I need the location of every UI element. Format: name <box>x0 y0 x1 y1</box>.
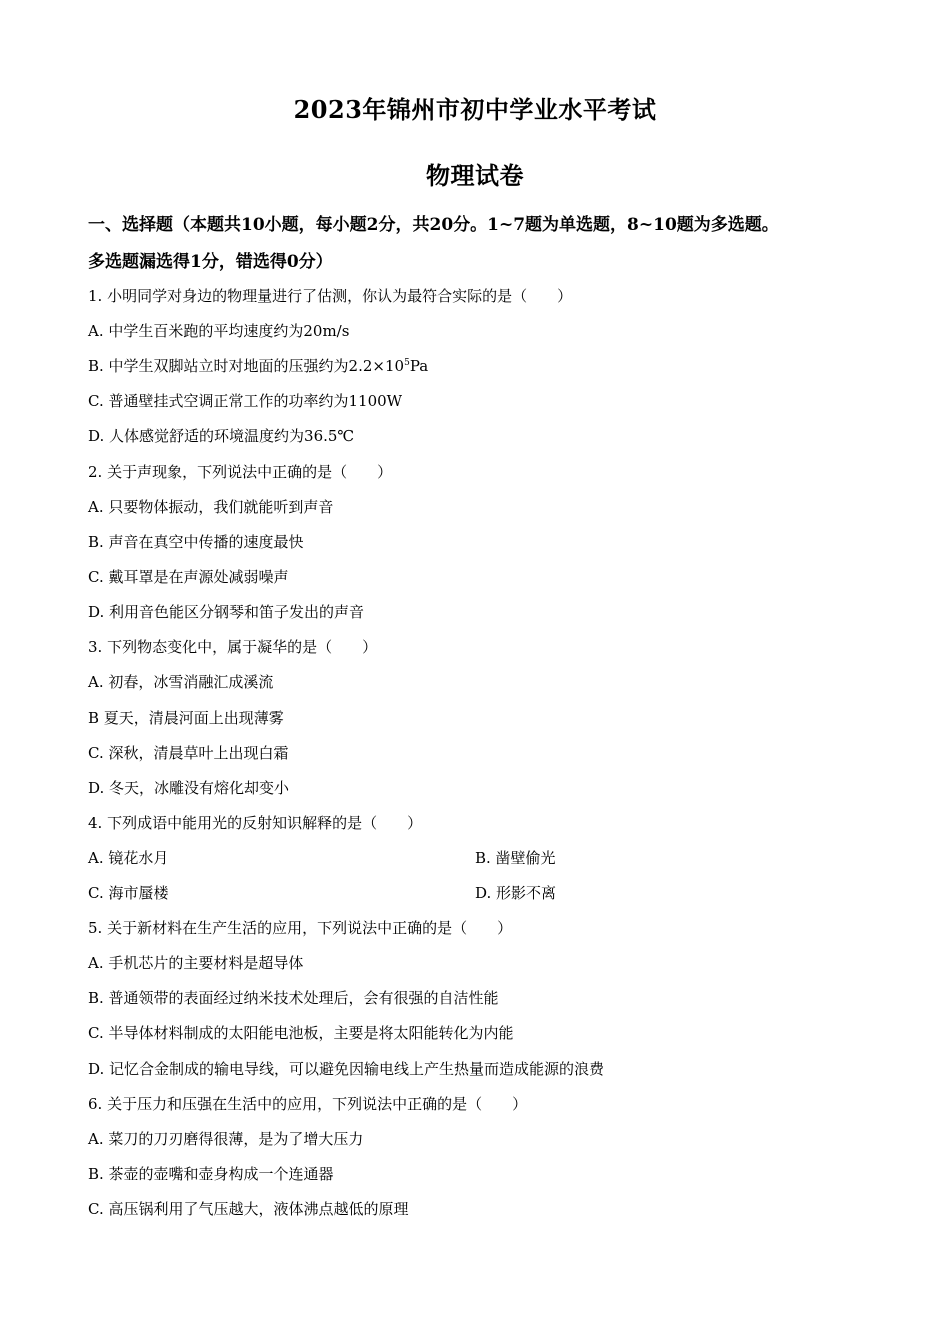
question-2-option-a: A. 只要物体振动，我们就能听到声音 <box>88 498 334 516</box>
question-1-option-b-text: B. 中学生双脚站立时对地面的压强约为2.2×10 <box>88 357 405 375</box>
question-1-option-b-unit: Pa <box>409 357 429 375</box>
question-4-option-d: D. 形影不离 <box>475 884 557 902</box>
question-5-option-a: A. 手机芯片的主要材料是超导体 <box>88 954 304 972</box>
question-6-stem: 6. 关于压力和压强在生活中的应用，下列说法中正确的是（ ） <box>88 1095 528 1113</box>
section-heading-line2: 多选题漏选得1分，错选得0分） <box>88 252 333 272</box>
paper-title: 物理试卷 <box>426 161 524 190</box>
question-5-stem: 5. 关于新材料在生产生活的应用，下列说法中正确的是（ ） <box>88 919 513 937</box>
question-2-option-c: C. 戴耳罩是在声源处减弱噪声 <box>88 568 289 586</box>
question-3-option-a: A. 初春，冰雪消融汇成溪流 <box>88 673 274 691</box>
question-2-option-d: D. 利用音色能区分钢琴和笛子发出的声音 <box>88 603 365 621</box>
question-4-stem: 4. 下列成语中能用光的反射知识解释的是（ ） <box>88 814 423 832</box>
question-2-option-b: B. 声音在真空中传播的速度最快 <box>88 533 304 551</box>
question-6-option-a: A. 菜刀的刀刃磨得很薄，是为了增大压力 <box>88 1130 364 1148</box>
question-5-option-d: D. 记忆合金制成的输电导线，可以避免因输电线上产生热量而造成能源的浪费 <box>88 1060 605 1078</box>
question-3-stem: 3. 下列物态变化中，属于凝华的是（ ） <box>88 638 378 656</box>
question-2-stem: 2. 关于声现象，下列说法中正确的是（ ） <box>88 463 393 481</box>
question-3-option-b: B 夏天，清晨河面上出现薄雾 <box>88 709 284 727</box>
exam-title: 2023年锦州市初中学业水平考试 <box>293 95 657 124</box>
question-3-option-d: D. 冬天，冰雕没有熔化却变小 <box>88 779 290 797</box>
section-heading-line1: 一、选择题（本题共10小题，每小题2分，共20分。1~7题为单选题，8~10题为多选题。 <box>88 215 779 235</box>
question-1-option-b <box>88 355 428 376</box>
question-3-option-c: C. 深秋，清晨草叶上出现白霜 <box>88 744 289 762</box>
question-6-option-b: B. 茶壶的壶嘴和壶身构成一个连通器 <box>88 1165 334 1183</box>
question-4-option-c: C. 海市蜃楼 <box>88 884 169 902</box>
question-1-stem: 1. 小明同学对身边的物理量进行了估测，你认为最符合实际的是（ ） <box>88 287 573 305</box>
question-4-option-b: B. 凿壁偷光 <box>475 849 556 867</box>
question-5-option-b: B. 普通领带的表面经过纳米技术处理后，会有很强的自洁性能 <box>88 989 499 1007</box>
question-1-option-c: C. 普通壁挂式空调正常工作的功率约为1100W <box>88 392 403 410</box>
question-1-option-d: D. 人体感觉舒适的环境温度约为36.5℃ <box>88 427 355 445</box>
question-1-option-a: A. 中学生百米跑的平均速度约为20m/s <box>88 322 350 340</box>
question-1-option-b-exponent: 5 <box>404 358 410 368</box>
question-4-option-a: A. 镜花水月 <box>88 849 169 867</box>
question-5-option-c: C. 半导体材料制成的太阳能电池板，主要是将太阳能转化为内能 <box>88 1024 514 1042</box>
question-6-option-c: C. 高压锅利用了气压越大，液体沸点越低的原理 <box>88 1200 409 1218</box>
